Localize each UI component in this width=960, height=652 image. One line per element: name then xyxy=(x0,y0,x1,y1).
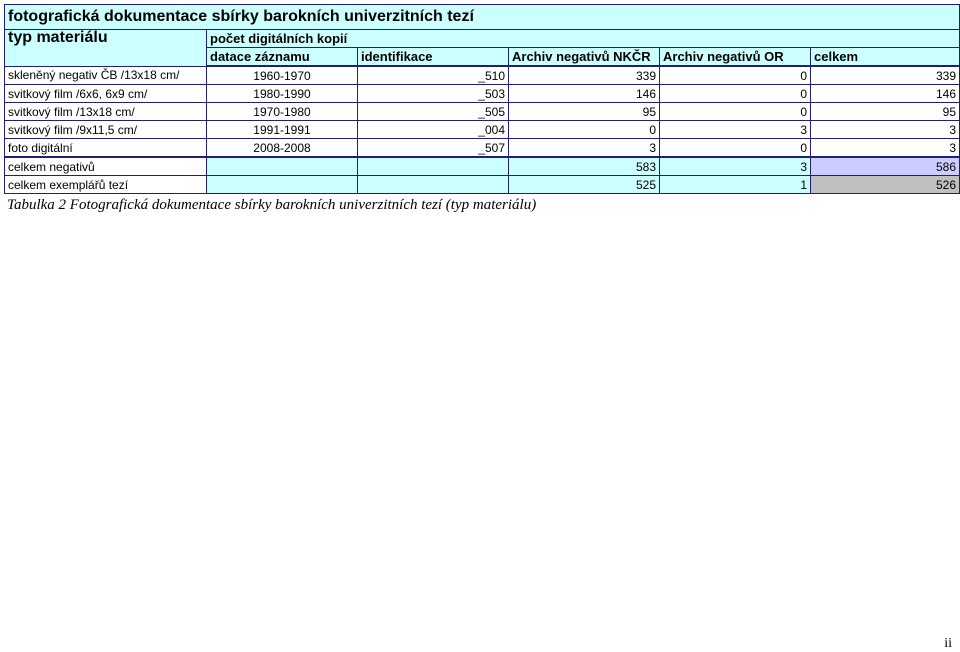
material-type-cell: foto digitální xyxy=(5,139,207,158)
id-cell: _004 xyxy=(358,121,509,139)
material-type-cell: svitkový film /9x11,5 cm/ xyxy=(5,121,207,139)
material-type-cell: skleněný negativ ČB /13x18 cm/ xyxy=(5,66,207,85)
table-caption: Tabulka 2 Fotografická dokumentace sbírky barokních univerzitních tezí (typ materiálu) xyxy=(7,197,537,213)
empty-cell xyxy=(207,176,358,194)
nkcr-total-cell: 583 xyxy=(509,157,660,176)
theses-photo-documentation-table xyxy=(4,4,960,194)
or-cell: 0 xyxy=(660,103,811,121)
empty-cell xyxy=(358,176,509,194)
total-cell: 3 xyxy=(811,121,960,139)
nkcr-cell: 339 xyxy=(509,66,660,85)
total-cell: 339 xyxy=(811,66,960,85)
totals-label: celkem negativů xyxy=(5,157,207,176)
or-cell: 3 xyxy=(660,121,811,139)
nkcr-cell: 95 xyxy=(509,103,660,121)
or-cell: 0 xyxy=(660,66,811,85)
nkcr-total-cell: 525 xyxy=(509,176,660,194)
or-total-cell: 1 xyxy=(660,176,811,194)
page-number: ii xyxy=(944,636,952,651)
empty-cell xyxy=(207,157,358,176)
total-cell: 3 xyxy=(811,139,960,158)
totals-row xyxy=(5,176,960,194)
type-header: typ materiálu xyxy=(5,30,207,67)
column-header: datace záznamu xyxy=(207,48,358,67)
column-header: Archiv negativů NKČR xyxy=(509,48,660,67)
date-cell: 1980-1990 xyxy=(207,85,358,103)
nkcr-cell: 146 xyxy=(509,85,660,103)
or-cell: 0 xyxy=(660,85,811,103)
id-cell: _503 xyxy=(358,85,509,103)
or-total-cell: 3 xyxy=(660,157,811,176)
id-cell: _510 xyxy=(358,66,509,85)
date-cell: 2008-2008 xyxy=(207,139,358,158)
nkcr-cell: 0 xyxy=(509,121,660,139)
date-cell: 1991-1991 xyxy=(207,121,358,139)
table-row xyxy=(5,85,960,103)
table-row xyxy=(5,103,960,121)
group-header-row xyxy=(5,30,960,48)
table-row xyxy=(5,66,960,85)
grand-total-cell: 526 xyxy=(811,176,960,194)
date-cell: 1960-1970 xyxy=(207,66,358,85)
table-title: fotografická dokumentace sbírky barokních univerzitních tezí xyxy=(5,5,960,30)
total-cell: 146 xyxy=(811,85,960,103)
material-type-cell: svitkový film /6x6, 6x9 cm/ xyxy=(5,85,207,103)
total-cell: 95 xyxy=(811,103,960,121)
column-header: Archiv negativů OR xyxy=(660,48,811,67)
totals-label: celkem exemplářů tezí xyxy=(5,176,207,194)
id-cell: _505 xyxy=(358,103,509,121)
totals-row xyxy=(5,157,960,176)
column-header: identifikace xyxy=(358,48,509,67)
table-row xyxy=(5,139,960,158)
grand-total-cell: 586 xyxy=(811,157,960,176)
nkcr-cell: 3 xyxy=(509,139,660,158)
date-cell: 1970-1980 xyxy=(207,103,358,121)
table-title-row xyxy=(5,5,960,30)
column-header: celkem xyxy=(811,48,960,67)
empty-cell xyxy=(358,157,509,176)
material-type-cell: svitkový film /13x18 cm/ xyxy=(5,103,207,121)
group-header: počet digitálních kopií xyxy=(207,30,960,48)
or-cell: 0 xyxy=(660,139,811,158)
id-cell: _507 xyxy=(358,139,509,158)
table-row xyxy=(5,121,960,139)
